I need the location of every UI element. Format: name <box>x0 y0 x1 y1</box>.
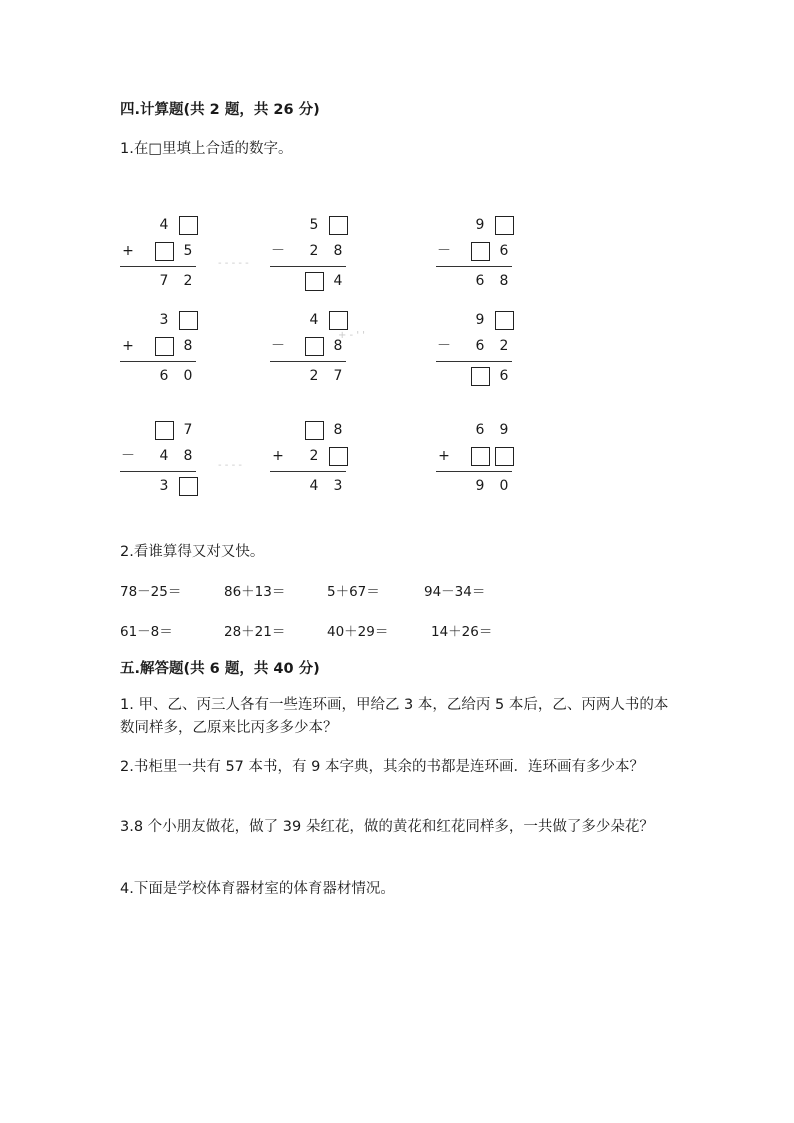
question-5-1-text: 1. 甲、乙、丙三人各有一些连环画，甲给乙 3 本，乙给丙 5 本后，乙、丙两人书的本数同样多，乙原来比丙多多少本？ <box>120 697 669 736</box>
calc-puzzle <box>268 310 378 390</box>
puzzle-res-row <box>118 366 218 388</box>
digit: 8 <box>183 448 193 464</box>
digit: 8 <box>499 273 509 289</box>
blank-digit-box[interactable] <box>329 311 348 330</box>
blank-digit-box[interactable] <box>155 242 174 261</box>
blank-digit-box[interactable] <box>495 447 514 466</box>
sum-line <box>436 266 512 267</box>
digit: 9 <box>499 422 509 438</box>
calc-puzzle <box>268 420 378 500</box>
digit: 8 <box>333 338 343 354</box>
digit: 3 <box>159 312 169 328</box>
calc-item: 94－34＝ <box>424 584 486 600</box>
puzzle-top-row <box>434 310 534 332</box>
puzzle-top-row <box>268 310 368 332</box>
puzzle-res-row <box>434 271 534 293</box>
puzzle-top-row <box>118 310 218 332</box>
question-4-2-text: 2.看谁算得又对又快。 <box>120 544 265 560</box>
digit: 4 <box>309 312 319 328</box>
digit: 7 <box>183 422 193 438</box>
sum-line <box>436 361 512 362</box>
blank-digit-box[interactable] <box>155 337 174 356</box>
puzzle-mid-row <box>434 446 534 468</box>
puzzle-res-row <box>268 476 368 498</box>
sum-line <box>436 471 512 472</box>
calc-puzzle <box>434 420 544 500</box>
digit: 2 <box>499 338 509 354</box>
vertical-calc-puzzles: - - - - - + - ' ' - - - - 4 + 5 7 2 5 － 2 8 4 9 － 6 6 8 3 + 8 6 0 4 － 8 2 7 9 － 6 2 6 7 － 4 8 3 8 + 2 4 3 6 9 + 9 0 <box>118 210 508 500</box>
digit: 5 <box>309 217 319 233</box>
puzzle-res-row <box>434 476 534 498</box>
digit: 2 <box>309 368 319 384</box>
sum-line <box>120 361 196 362</box>
question-5-2-text: 2.书柜里一共有 57 本书，有 9 本字典，其余的书都是连环画．连环画有多少本？ <box>120 759 644 775</box>
blank-digit-box[interactable] <box>179 216 198 235</box>
sum-line <box>270 361 346 362</box>
blank-digit-box[interactable] <box>305 337 324 356</box>
question-5-4-text: 4.下面是学校体育器材室的体育器材情况。 <box>120 881 395 897</box>
operator-sign: + <box>272 448 284 464</box>
operator-sign: － <box>271 338 285 354</box>
puzzle-mid-row <box>118 446 218 468</box>
sum-line <box>120 266 196 267</box>
calc-item: 40＋29＝ <box>327 624 389 640</box>
puzzle-mid-row <box>118 241 218 263</box>
blank-digit-box[interactable] <box>179 311 198 330</box>
operator-sign: － <box>437 243 451 259</box>
calc-puzzle <box>268 215 378 295</box>
calc-item: 78－25＝ <box>120 584 182 600</box>
sum-line <box>270 266 346 267</box>
digit: 9 <box>475 217 485 233</box>
digit: 4 <box>159 217 169 233</box>
puzzle-top-row <box>118 420 218 442</box>
calc-item: 61－8＝ <box>120 624 173 640</box>
digit: 3 <box>333 478 343 494</box>
puzzle-top-row <box>434 420 534 442</box>
digit: 7 <box>333 368 343 384</box>
section-5-title: 五.解答题(共 6 题，共 40 分) <box>120 661 320 677</box>
digit: 5 <box>183 243 193 259</box>
blank-digit-box[interactable] <box>329 447 348 466</box>
section-4-title: 四.计算题(共 2 题，共 26 分) <box>120 102 320 118</box>
puzzle-res-row <box>268 366 368 388</box>
digit: 2 <box>309 448 319 464</box>
digit: 7 <box>159 273 169 289</box>
digit: 6 <box>159 368 169 384</box>
digit: 0 <box>499 478 509 494</box>
blank-digit-box[interactable] <box>305 272 324 291</box>
blank-digit-box[interactable] <box>179 477 198 496</box>
operator-sign: + <box>122 243 134 259</box>
calc-puzzle <box>118 420 228 500</box>
blank-digit-box[interactable] <box>471 242 490 261</box>
digit: 2 <box>183 273 193 289</box>
blank-digit-box[interactable] <box>495 311 514 330</box>
operator-sign: － <box>437 338 451 354</box>
puzzle-res-row <box>118 476 218 498</box>
digit: 8 <box>333 243 343 259</box>
puzzle-res-row <box>268 271 368 293</box>
question-4-1-text: 1.在□里填上合适的数字。 <box>120 141 293 157</box>
digit: 6 <box>475 273 485 289</box>
puzzle-top-row <box>268 215 368 237</box>
question-5-3-text: 3.8 个小朋友做花，做了 39 朵红花，做的黄花和红花同样多，一共做了多少朵花？ <box>120 819 654 835</box>
calc-item: 14＋26＝ <box>431 624 493 640</box>
calc-item: 5＋67＝ <box>327 584 380 600</box>
puzzle-mid-row <box>268 446 368 468</box>
digit: 4 <box>333 273 343 289</box>
digit: 2 <box>309 243 319 259</box>
puzzle-mid-row <box>268 336 368 358</box>
blank-digit-box[interactable] <box>329 216 348 235</box>
digit: 4 <box>159 448 169 464</box>
operator-sign: － <box>121 448 135 464</box>
digit: 3 <box>159 478 169 494</box>
calc-puzzle <box>118 215 228 295</box>
puzzle-top-row <box>268 420 368 442</box>
puzzle-mid-row <box>434 336 534 358</box>
calc-item: 86＋13＝ <box>224 584 286 600</box>
puzzle-mid-row <box>268 241 368 263</box>
digit: 6 <box>499 368 509 384</box>
digit: 4 <box>309 478 319 494</box>
blank-digit-box[interactable] <box>471 447 490 466</box>
calc-item: 28＋21＝ <box>224 624 286 640</box>
digit: 6 <box>499 243 509 259</box>
blank-digit-box[interactable] <box>495 216 514 235</box>
operator-sign: + <box>122 338 134 354</box>
blank-digit-box[interactable] <box>305 421 324 440</box>
calc-puzzle <box>434 215 544 295</box>
puzzle-mid-row <box>434 241 534 263</box>
digit: 9 <box>475 312 485 328</box>
calc-puzzle <box>434 310 544 390</box>
sum-line <box>120 471 196 472</box>
sum-line <box>270 471 346 472</box>
blank-digit-box[interactable] <box>155 421 174 440</box>
operator-sign: － <box>271 243 285 259</box>
puzzle-mid-row <box>118 336 218 358</box>
puzzle-top-row <box>434 215 534 237</box>
digit: 0 <box>183 368 193 384</box>
puzzle-res-row <box>434 366 534 388</box>
puzzle-res-row <box>118 271 218 293</box>
operator-sign: + <box>438 448 450 464</box>
digit: 8 <box>183 338 193 354</box>
calc-puzzle <box>118 310 228 390</box>
digit: 6 <box>475 422 485 438</box>
digit: 8 <box>333 422 343 438</box>
digit: 9 <box>475 478 485 494</box>
puzzle-top-row <box>118 215 218 237</box>
blank-digit-box[interactable] <box>471 367 490 386</box>
digit: 6 <box>475 338 485 354</box>
